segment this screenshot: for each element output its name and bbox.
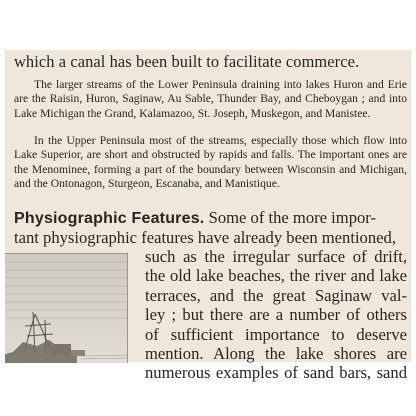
clipping-page [5,50,411,383]
body-line: terraces, and the great Saginaw val- [145,285,407,305]
heading-tail-text: Some of the more impor- [208,208,377,227]
ship-illustration [5,253,128,363]
paragraph-upper-peninsula-streams [14,134,407,192]
paragraph-text: In the Upper Peninsula most of the streams, especially those which flow into Lake Superior, are short and obstructed by rapids and falls. The important ones are the Menominee, forming a part of the boundary between Wisconsin and Michigan, and the Ontonagon, Sturgeon, Escanaba, and Manistique. [14,134,407,191]
heading-line [14,208,410,228]
body-line: tant physiographic features have already been mentioned, [14,228,396,248]
continued-sentence: which a canal has been built to facilitate commerce. [14,52,360,71]
body-line: numerous examples of sand bars, sand [145,363,407,383]
physiographic-section [14,208,410,248]
body-line: such as the irregular surface of drift, [145,247,407,266]
body-line: the old lake beaches, the river and lake [145,266,407,286]
body-line: of sufficient importance to deserve [145,324,407,344]
ship-engraving-icon [5,254,127,363]
section-heading: Physiographic Features. [14,210,205,227]
body-line: ley ; but there are a number of others [145,305,407,325]
paragraph-lower-peninsula-streams [14,78,407,121]
body-line: mention. Along the lake shores are [145,344,407,364]
wrapped-body-text [145,247,407,383]
paragraph-text: The larger streams of the Lower Peninsula draining into lakes Huron and Erie are the Raisin, Huron, Saginaw, Au Sable, Thunder Bay, and Cheboygan ; and into Lake Michigan the Grand, Kalamazoo, St. Joseph, Muskegon, and Manistee. [14,78,407,120]
